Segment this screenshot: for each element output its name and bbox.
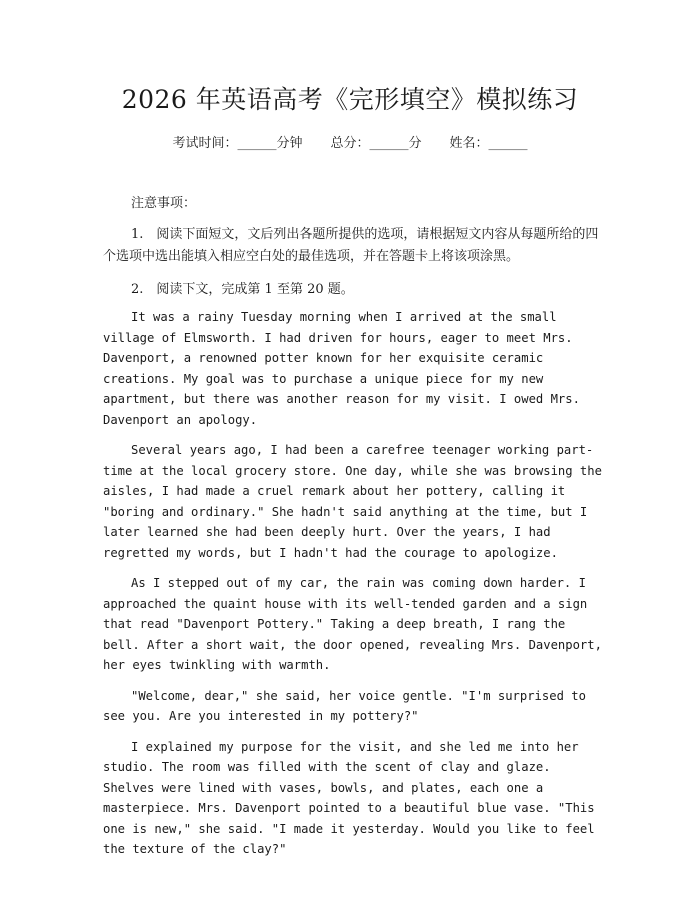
instruction-item: 2. 阅读下文，完成第 1 至第 20 题。	[131, 282, 354, 297]
exam-time-label: 考试时间：______分钟	[172, 136, 303, 151]
passage-paragraph: Several years ago, I had been a carefree teenager working part-time at the local grocery store. One day, while she was browsing the aisles, I had made a cruel remark about her pottery, calling it "boring and ordinary." She hadn't said anything at the time, but I later learned she had been deeply hurt. Over the years, I had regretted my words, but I hadn't had the courage to apologize.	[103, 443, 602, 560]
instructions	[103, 224, 600, 312]
passage-paragraph: It was a rainy Tuesday morning when I arrived at the small village of Elmsworth. I had driven for hours, eager to meet Mrs. Davenport, a renowned potter known for her exquisite ceramic creations. My goal was to purchase a unique piece for my new apartment, but there was another reason for my visit. I owed Mrs. Davenport an apology.	[103, 310, 580, 427]
total-score-label: 总分：______分	[330, 136, 422, 151]
instruction-item: 1. 阅读下面短文，文后列出各题所提供的选项，请根据短文内容从每题所给的四个选项中选出能填入相应空白处的最佳选项，并在答题卡上将该项涂黑。	[103, 227, 599, 264]
passage-paragraph: "Welcome, dear," she said, her voice gentle. "I'm surprised to see you. Are you interested in my pottery?"	[103, 688, 586, 723]
name-label: 姓名：______	[449, 136, 528, 151]
exam-meta	[0, 132, 700, 151]
passage-paragraph: I explained my purpose for the visit, and she led me into her studio. The room was filled with the scent of clay and glaze. Shelves were lined with vases, bowls, and plates, each one a masterpiece. Mrs. Davenport pointed to a beautiful blue vase. "This one is new," she said. "I made it yesterday. Would you like to feel the texture of the clay?"	[103, 739, 595, 856]
passage-paragraph: As I stepped out of my car, the rain was coming down harder. I approached the quaint house with its well-tended garden and a sign that read "Davenport Pottery." Taking a deep breath, I rang the bell. After a short wait, the door opened, revealing Mrs. Davenport, her eyes twinkling with warmth.	[103, 576, 602, 672]
page-title: 2026 年英语高考《完形填空》模拟练习	[121, 85, 579, 114]
reading-passage	[103, 307, 603, 870]
notes-heading: 注意事项：	[131, 196, 197, 211]
